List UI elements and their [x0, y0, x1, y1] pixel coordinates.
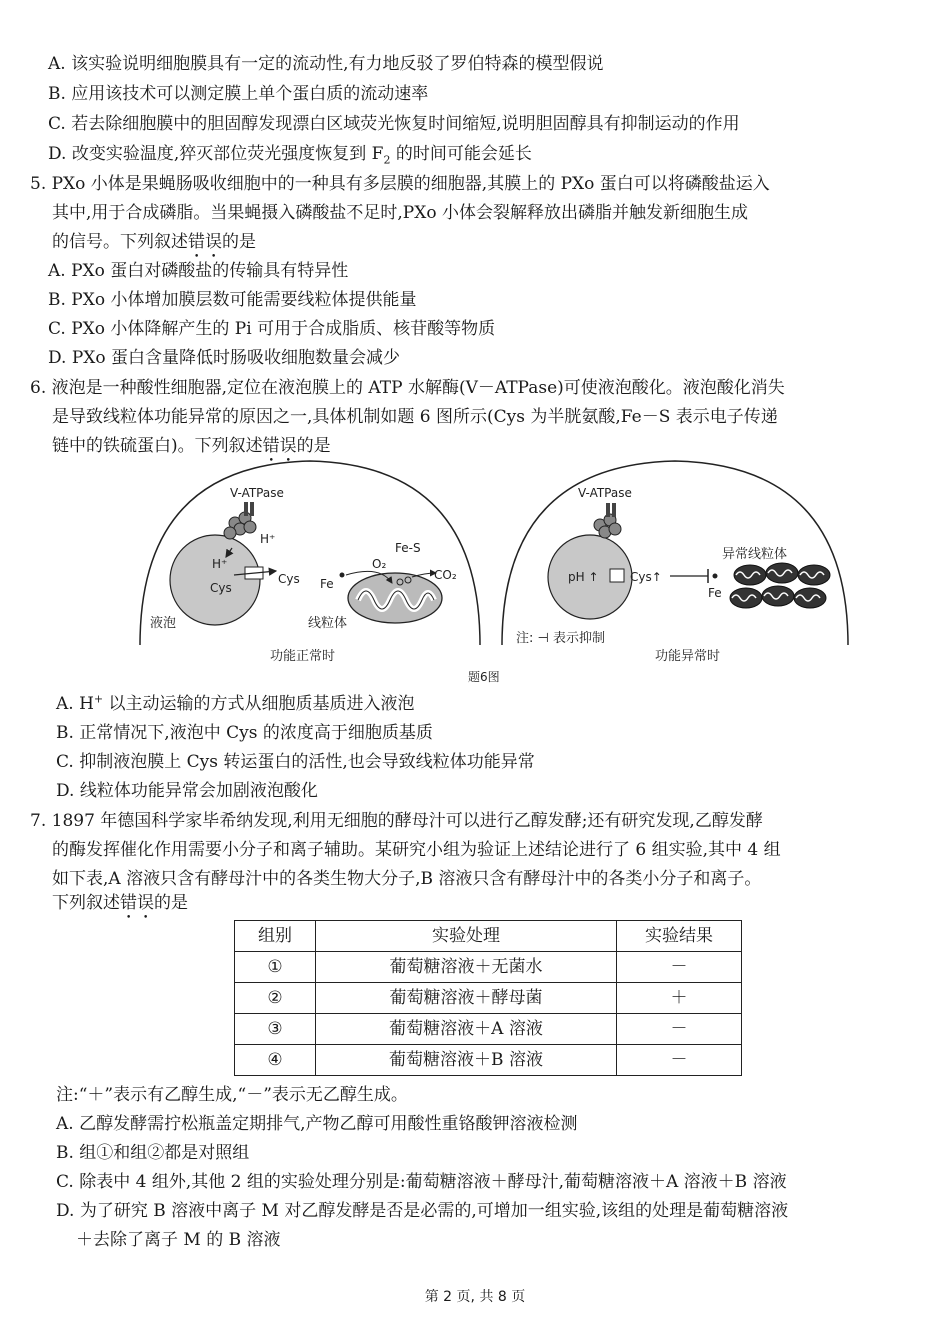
- table-cell: ＋: [617, 983, 742, 1014]
- right-vatpase-icon: [594, 503, 621, 538]
- cys-out-label: Cys: [278, 572, 300, 586]
- vacuole-label: 液泡: [150, 616, 177, 631]
- q6-option-c: C. 抑制液泡膜上 Cys 转运蛋白的活性,也会导致线粒体功能异常: [56, 752, 535, 772]
- table-cell: 葡萄糖溶液＋A 溶液: [316, 1014, 617, 1045]
- q7-emphasis: 错误: [120, 893, 154, 913]
- table-cell: 葡萄糖溶液＋B 溶液: [316, 1045, 617, 1076]
- q4-option-d-text-end: 的时间可能会延长: [390, 144, 532, 164]
- q6-option-a-post: 以主动运输的方式从细胞质基质进入液泡: [103, 694, 415, 714]
- mitochondrion-icon: [348, 573, 442, 623]
- q5-emphasis: 错误: [188, 232, 222, 252]
- cys-in-label: Cys: [210, 581, 232, 595]
- q7-option-a: A. 乙醇发酵需拧松瓶盖定期排气,产物乙醇可用酸性重铬酸钾溶液检测: [56, 1114, 578, 1134]
- table-cell: ③: [235, 1014, 316, 1045]
- mito-label: 线粒体: [308, 616, 348, 631]
- q6-option-a-sup: +: [93, 692, 104, 706]
- q4-option-d-text: D. 改变实验温度,猝灭部位荧光强度恢复到 F: [48, 144, 384, 164]
- q7-stem-post: 的是: [154, 893, 188, 913]
- fe-s-label: Fe-S: [395, 541, 421, 555]
- right-fe-dot: [713, 574, 718, 579]
- abnormal-mito-label: 异常线粒体: [722, 547, 788, 562]
- figure-6-svg: [130, 455, 850, 685]
- fe-dot: [340, 573, 345, 578]
- q5-option-c: C. PXo 小体降解产生的 Pi 可用于合成脂质、核苷酸等物质: [48, 319, 496, 339]
- table-header-cell: 实验处理: [316, 921, 617, 952]
- left-caption: 功能正常时: [270, 649, 336, 664]
- q7-stem-pre: 下列叙述: [52, 893, 120, 913]
- q6-stem-line1: 6. 液泡是一种酸性细胞器,定位在液泡膜上的 ATP 水解酶(V－ATPase)可使液泡酸化。液泡酸化消失: [30, 378, 785, 398]
- q5-stem-line1: 5. PXo 小体是果蝇肠吸收细胞中的一种具有多层膜的细胞器,其膜上的 PXo 蛋白可以将磷酸盐运入: [30, 174, 770, 194]
- q7-option-d-line1: D. 为了研究 B 溶液中离子 M 对乙醇发酵是否是必需的,可增加一组实验,该组的处理是葡萄糖溶液: [56, 1201, 789, 1221]
- right-vatpase-label: V-ATPase: [578, 486, 632, 500]
- page-footer: 第 2 页, 共 8 页: [424, 1289, 526, 1305]
- q7-stem-line2: 的酶发挥催化作用需要小分子和离子辅助。某研究小组为验证上述结论进行了 6 组实验,其中 4 组: [52, 840, 781, 860]
- q5-option-a: A. PXo 蛋白对磷酸盐的传输具有特异性: [48, 261, 349, 281]
- q6-option-d: D. 线粒体功能异常会加剧液泡酸化: [56, 781, 318, 801]
- h-out-label: H⁺: [260, 532, 276, 546]
- q4-option-c: C. 若去除细胞膜中的胆固醇发现漂白区域荧光恢复时间缩短,说明胆固醇具有抑制运动的作用: [48, 114, 740, 134]
- table-cell: －: [617, 1014, 742, 1045]
- table-cell: 葡萄糖溶液＋无菌水: [316, 952, 617, 983]
- q5-stem-post: 的是: [222, 232, 256, 252]
- q4-option-b: B. 应用该技术可以测定膜上单个蛋白质的流动速率: [48, 84, 429, 104]
- vacuole-circle: [170, 535, 260, 625]
- figure-title: 题6图: [468, 670, 500, 684]
- q6-emphasis: 错误: [262, 436, 297, 456]
- q7-option-c: C. 除表中 4 组外,其他 2 组的实验处理分别是:葡萄糖溶液＋酵母汁,葡萄糖溶液＋A 溶液＋B 溶液: [56, 1172, 787, 1192]
- o2-label: O₂: [372, 557, 387, 571]
- abnormal-mitochondria-icon: [730, 563, 830, 608]
- table-cell: ①: [235, 952, 316, 983]
- figure-6: [130, 455, 850, 685]
- q6-option-a-pre: A. H: [56, 694, 94, 714]
- ph-label: pH ↑: [568, 570, 599, 584]
- left-vatpase-label: V-ATPase: [230, 486, 284, 500]
- q7-option-d-line2: ＋去除了离子 M 的 B 溶液: [76, 1230, 281, 1250]
- right-cell-outline: [502, 461, 848, 645]
- table-cell: ④: [235, 1045, 316, 1076]
- right-transporter-icon: [610, 569, 624, 582]
- table-cell: ②: [235, 983, 316, 1014]
- table-row: [235, 1045, 742, 1076]
- q6-option-a: [56, 690, 415, 719]
- q4-option-d-sub: 2: [383, 153, 391, 167]
- q5-stem-line2: 其中,用于合成磷脂。当果蝇摄入磷酸盐不足时,PXo 小体会裂解释放出磷脂并触发新细胞生成: [52, 203, 748, 223]
- table-cell: －: [617, 952, 742, 983]
- q7-stem-line1: 7. 1897 年德国科学家毕希纳发现,利用无细胞的酵母汁可以进行乙醇发酵;还有研究发现,乙醇发酵: [30, 811, 763, 831]
- right-fe-label: Fe: [708, 586, 722, 600]
- cys-up-label: Cys↑: [630, 570, 662, 584]
- h-in-label: H⁺: [212, 557, 228, 571]
- inhibition-note: 注: ⊣ 表示抑制: [516, 631, 605, 646]
- table-row: [235, 1014, 742, 1045]
- right-caption: 功能异常时: [655, 649, 721, 664]
- q7-stem-line3: 如下表,A 溶液只含有酵母汁中的各类生物大分子,B 溶液只含有酵母汁中的各类小分子和离子。: [52, 869, 762, 889]
- q7-stem-line4: [52, 889, 188, 923]
- fe-label: Fe: [320, 577, 334, 591]
- q5-option-b: B. PXo 小体增加膜层数可能需要线粒体提供能量: [48, 290, 417, 310]
- table-header-cell: 实验结果: [617, 921, 742, 952]
- left-vatpase-icon: [224, 502, 256, 539]
- table-row: [235, 952, 742, 983]
- q5-stem-pre: 的信号。下列叙述: [52, 232, 188, 252]
- table-row: [235, 983, 742, 1014]
- q6-stem-post: 的是: [296, 436, 331, 456]
- table-cell: 葡萄糖溶液＋酵母菌: [316, 983, 617, 1014]
- q7-table: [234, 920, 742, 1076]
- q4-option-a: A. 该实验说明细胞膜具有一定的流动性,有力地反驳了罗伯特森的模型假说: [48, 54, 604, 74]
- q6-option-b: B. 正常情况下,液泡中 Cys 的浓度高于细胞质基质: [56, 723, 433, 743]
- table-header-row: [235, 921, 742, 952]
- q6-stem-line2: 是导致线粒体功能异常的原因之一,具体机制如题 6 图所示(Cys 为半胱氨酸,Fe－S 表示电子传递: [52, 407, 778, 427]
- q7-option-b: B. 组①和组②都是对照组: [56, 1143, 250, 1163]
- q6-stem-pre: 链中的铁硫蛋白)。下列叙述: [52, 436, 263, 456]
- table-cell: －: [617, 1045, 742, 1076]
- q5-option-d: D. PXo 蛋白含量降低时肠吸收细胞数量会减少: [48, 348, 401, 368]
- q4-option-d: [48, 140, 532, 169]
- table-header-cell: 组别: [235, 921, 316, 952]
- co2-label: CO₂: [434, 568, 457, 582]
- q7-table-note: 注:“＋”表示有乙醇生成,“－”表示无乙醇生成。: [56, 1085, 408, 1105]
